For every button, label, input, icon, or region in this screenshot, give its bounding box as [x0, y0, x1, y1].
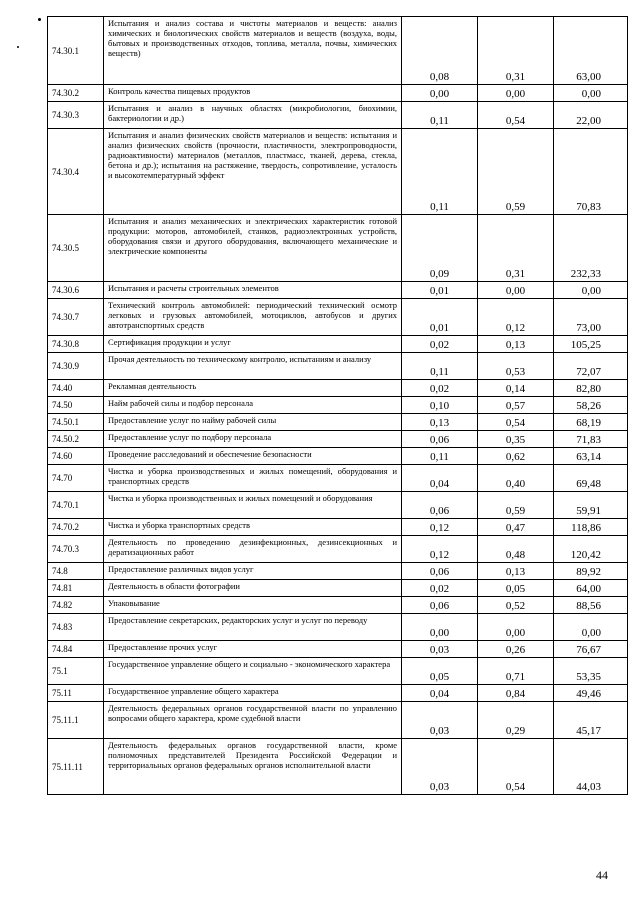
table-row [48, 215, 628, 282]
value-cell-2: 0,53 [478, 353, 554, 380]
activity-code-cell: 74.30.6 [48, 282, 104, 299]
activity-name-cell: Деятельность по проведению дезинфекционных, дезинсекционных и дератизационных работ [104, 536, 402, 563]
activity-code-cell: 74.70.3 [48, 536, 104, 563]
value-cell-1: 0,02 [402, 336, 478, 353]
table-row [48, 282, 628, 299]
value-cell-1: 0,12 [402, 519, 478, 536]
value-cell-1: 0,11 [402, 448, 478, 465]
table-row [48, 380, 628, 397]
activity-code-cell: 75.11.1 [48, 702, 104, 739]
activity-code-cell: 74.50.1 [48, 414, 104, 431]
value-cell-1: 0,04 [402, 685, 478, 702]
activity-name-cell: Сертификация продукции и услуг [104, 336, 402, 353]
value-cell-2: 0,00 [478, 282, 554, 299]
activity-code-cell: 74.50 [48, 397, 104, 414]
table-row [48, 685, 628, 702]
value-cell-2: 0,29 [478, 702, 554, 739]
value-cell-2: 0,31 [478, 215, 554, 282]
activity-code-cell: 74.50.2 [48, 431, 104, 448]
value-cell-3: 71,83 [554, 431, 628, 448]
table-row [48, 85, 628, 102]
activity-name-cell: Деятельность федеральных органов государственной власти, кроме полномочных представителей Президента Российской Федерации и территориальных органов федеральных органов исполнительной власти [104, 739, 402, 795]
value-cell-3: 120,42 [554, 536, 628, 563]
value-cell-2: 0,48 [478, 536, 554, 563]
activity-name-cell: Проведение расследований и обеспечение безопасности [104, 448, 402, 465]
activity-code-cell: 75.11 [48, 685, 104, 702]
value-cell-3: 118,86 [554, 519, 628, 536]
activity-code-cell: 74.30.7 [48, 299, 104, 336]
scan-artifact-dot [17, 46, 19, 48]
activity-name-cell: Чистка и уборка производственных и жилых помещений и оборудования [104, 492, 402, 519]
value-cell-1: 0,06 [402, 431, 478, 448]
table-row [48, 448, 628, 465]
value-cell-1: 0,02 [402, 380, 478, 397]
value-cell-2: 0,31 [478, 17, 554, 85]
activity-name-cell: Чистка и уборка транспортных средств [104, 519, 402, 536]
activity-code-cell: 74.83 [48, 614, 104, 641]
table-row [48, 397, 628, 414]
table-row [48, 702, 628, 739]
activity-code-cell: 74.84 [48, 641, 104, 658]
scan-artifact-dot [38, 18, 41, 21]
activity-name-cell: Деятельность в области фотографии [104, 580, 402, 597]
table-row [48, 536, 628, 563]
activity-code-cell: 74.40 [48, 380, 104, 397]
value-cell-2: 0,54 [478, 739, 554, 795]
table-row [48, 414, 628, 431]
value-cell-2: 0,00 [478, 85, 554, 102]
activity-code-cell: 75.1 [48, 658, 104, 685]
activity-code-cell: 74.81 [48, 580, 104, 597]
value-cell-1: 0,01 [402, 299, 478, 336]
value-cell-2: 0,59 [478, 129, 554, 215]
table-row [48, 580, 628, 597]
table-row [48, 614, 628, 641]
value-cell-2: 0,71 [478, 658, 554, 685]
table-body [48, 17, 628, 795]
value-cell-3: 0,00 [554, 85, 628, 102]
table-row [48, 641, 628, 658]
value-cell-3: 63,14 [554, 448, 628, 465]
activity-code-cell: 74.82 [48, 597, 104, 614]
value-cell-2: 0,26 [478, 641, 554, 658]
value-cell-1: 0,00 [402, 614, 478, 641]
activity-name-cell: Государственное управление общего характера [104, 685, 402, 702]
value-cell-3: 70,83 [554, 129, 628, 215]
table-row [48, 299, 628, 336]
activity-name-cell: Испытания и анализ физических свойств материалов и веществ: испытания и анализ физических свойств (прочности, пластичности, электропроводности, радиоактивности) материалов (металлов, пластмасс, тканей, дерева, стекла, бетона и др.); испытания на растяжение, твердость, сопротивление, усталость и высокотемпературный эффект [104, 129, 402, 215]
value-cell-2: 0,12 [478, 299, 554, 336]
value-cell-3: 63,00 [554, 17, 628, 85]
activity-name-cell: Предоставление различных видов услуг [104, 563, 402, 580]
value-cell-2: 0,00 [478, 614, 554, 641]
activity-code-cell: 74.30.3 [48, 102, 104, 129]
activity-name-cell: Технический контроль автомобилей: периодический технический осмотр легковых и грузовых автомобилей, мотоциклов, автобусов и других автотранспортных средств [104, 299, 402, 336]
value-cell-1: 0,11 [402, 102, 478, 129]
value-cell-2: 0,13 [478, 336, 554, 353]
value-cell-2: 0,59 [478, 492, 554, 519]
value-cell-2: 0,54 [478, 414, 554, 431]
activity-name-cell: Испытания и анализ в научных областях (микробиологии, биохимии, бактериологии и др.) [104, 102, 402, 129]
activity-name-cell: Найм рабочей силы и подбор персонала [104, 397, 402, 414]
page-number: 44 [596, 868, 608, 882]
statistics-table [47, 16, 628, 795]
value-cell-2: 0,47 [478, 519, 554, 536]
activity-code-cell: 74.70.1 [48, 492, 104, 519]
value-cell-3: 44,03 [554, 739, 628, 795]
value-cell-1: 0,10 [402, 397, 478, 414]
value-cell-3: 0,00 [554, 282, 628, 299]
value-cell-1: 0,11 [402, 129, 478, 215]
activity-name-cell: Упаковывание [104, 597, 402, 614]
value-cell-1: 0,11 [402, 353, 478, 380]
activity-name-cell: Испытания и анализ механических и электрических характеристик готовой продукции: моторов, автомобилей, станков, радиоэлектронных устройств, оборудования связи и другого оборудования, включающего механические и электрические компоненты [104, 215, 402, 282]
value-cell-2: 0,35 [478, 431, 554, 448]
value-cell-2: 0,57 [478, 397, 554, 414]
value-cell-1: 0,13 [402, 414, 478, 431]
activity-name-cell: Испытания и анализ состава и чистоты материалов и веществ: анализ химических и биологических свойств материалов и веществ (воздуха, воды, бытовых и производственных отходов, топлива, металла, почвы, химических веществ) [104, 17, 402, 85]
value-cell-2: 0,84 [478, 685, 554, 702]
activity-code-cell: 74.30.9 [48, 353, 104, 380]
value-cell-2: 0,52 [478, 597, 554, 614]
value-cell-2: 0,40 [478, 465, 554, 492]
value-cell-1: 0,08 [402, 17, 478, 85]
activity-code-cell: 74.70 [48, 465, 104, 492]
table-row [48, 492, 628, 519]
activity-name-cell: Деятельность федеральных органов государственной власти по управлению вопросами общего характера, кроме судебной власти [104, 702, 402, 739]
value-cell-3: 88,56 [554, 597, 628, 614]
value-cell-3: 68,19 [554, 414, 628, 431]
value-cell-3: 89,92 [554, 563, 628, 580]
value-cell-1: 0,06 [402, 492, 478, 519]
table-row [48, 563, 628, 580]
table-row [48, 353, 628, 380]
value-cell-3: 72,07 [554, 353, 628, 380]
value-cell-3: 105,25 [554, 336, 628, 353]
activity-name-cell: Предоставление прочих услуг [104, 641, 402, 658]
table-row [48, 336, 628, 353]
value-cell-2: 0,62 [478, 448, 554, 465]
table-row [48, 465, 628, 492]
activity-code-cell: 74.30.5 [48, 215, 104, 282]
table-row [48, 102, 628, 129]
activity-name-cell: Предоставление секретарских, редакторских услуг и услуг по переводу [104, 614, 402, 641]
table-row [48, 431, 628, 448]
activity-code-cell: 74.30.8 [48, 336, 104, 353]
value-cell-1: 0,00 [402, 85, 478, 102]
activity-name-cell: Испытания и расчеты строительных элементов [104, 282, 402, 299]
value-cell-3: 73,00 [554, 299, 628, 336]
value-cell-2: 0,13 [478, 563, 554, 580]
value-cell-1: 0,06 [402, 563, 478, 580]
table-row [48, 597, 628, 614]
value-cell-2: 0,14 [478, 380, 554, 397]
value-cell-3: 232,33 [554, 215, 628, 282]
value-cell-1: 0,03 [402, 702, 478, 739]
value-cell-3: 22,00 [554, 102, 628, 129]
activity-code-cell: 74.30.2 [48, 85, 104, 102]
value-cell-3: 49,46 [554, 685, 628, 702]
activity-code-cell: 74.30.4 [48, 129, 104, 215]
activity-code-cell: 74.8 [48, 563, 104, 580]
value-cell-3: 0,00 [554, 614, 628, 641]
activity-name-cell: Контроль качества пищевых продуктов [104, 85, 402, 102]
activity-name-cell: Рекламная деятельность [104, 380, 402, 397]
value-cell-3: 58,26 [554, 397, 628, 414]
value-cell-2: 0,05 [478, 580, 554, 597]
activity-name-cell: Прочая деятельность по техническому контролю, испытаниям и анализу [104, 353, 402, 380]
value-cell-3: 45,17 [554, 702, 628, 739]
activity-name-cell: Чистка и уборка производственных и жилых помещений, оборудования и транспортных средств [104, 465, 402, 492]
activity-name-cell: Государственное управление общего и социально - экономического характера [104, 658, 402, 685]
value-cell-1: 0,05 [402, 658, 478, 685]
table-row [48, 519, 628, 536]
value-cell-1: 0,03 [402, 739, 478, 795]
value-cell-3: 64,00 [554, 580, 628, 597]
value-cell-1: 0,12 [402, 536, 478, 563]
table-row [48, 739, 628, 795]
activity-name-cell: Предоставление услуг по найму рабочей силы [104, 414, 402, 431]
value-cell-1: 0,06 [402, 597, 478, 614]
value-cell-1: 0,02 [402, 580, 478, 597]
activity-name-cell: Предоставление услуг по подбору персонала [104, 431, 402, 448]
activity-code-cell: 74.60 [48, 448, 104, 465]
value-cell-1: 0,01 [402, 282, 478, 299]
value-cell-2: 0,54 [478, 102, 554, 129]
table-row [48, 17, 628, 85]
activity-code-cell: 74.30.1 [48, 17, 104, 85]
value-cell-3: 59,91 [554, 492, 628, 519]
value-cell-1: 0,03 [402, 641, 478, 658]
value-cell-3: 76,67 [554, 641, 628, 658]
value-cell-1: 0,04 [402, 465, 478, 492]
value-cell-3: 53,35 [554, 658, 628, 685]
activity-code-cell: 74.70.2 [48, 519, 104, 536]
value-cell-1: 0,09 [402, 215, 478, 282]
table-row [48, 658, 628, 685]
value-cell-3: 82,80 [554, 380, 628, 397]
activity-code-cell: 75.11.11 [48, 739, 104, 795]
table-row [48, 129, 628, 215]
value-cell-3: 69,48 [554, 465, 628, 492]
statistics-table-container [47, 16, 627, 795]
